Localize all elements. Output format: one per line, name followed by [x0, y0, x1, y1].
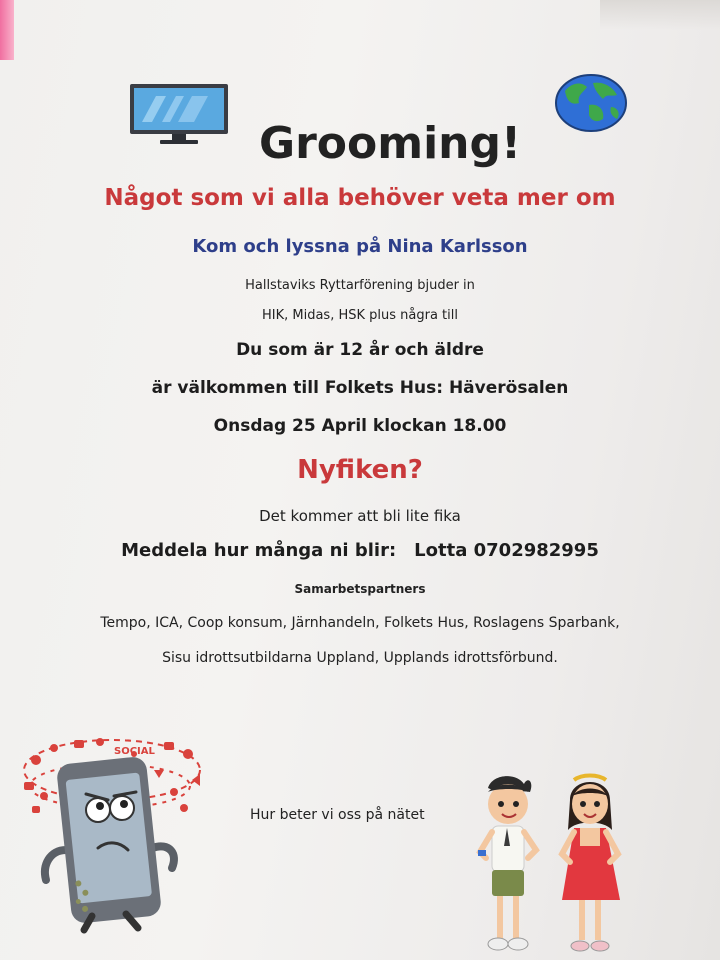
net-behavior-line: Hur beter vi oss på nätet — [250, 807, 425, 823]
pink-paper-edge — [0, 0, 14, 60]
boy-and-girl-cartoon — [470, 770, 640, 960]
fika-line: Det kommer att bli lite fika — [259, 507, 461, 525]
date-line: Onsdag 25 April klockan 18.00 — [213, 416, 507, 436]
venue-line: är välkommen till Folkets Hus: Häverösalen — [151, 378, 569, 398]
speaker-line: Kom och lyssna på Nina Karlsson — [192, 236, 528, 257]
host-line: Hallstaviks Ryttarförening bjuder in — [245, 278, 475, 293]
worried-smartphone-cartoon — [14, 730, 210, 935]
paper-shadow — [600, 0, 720, 30]
contact-line — [0, 540, 720, 561]
girl-figure — [562, 776, 620, 952]
phone-bubble-text: SOCIAL — [114, 746, 155, 757]
partners-line-2: Sisu idrottsutbildarna Uppland, Upplands idrottsförbund. — [162, 650, 558, 666]
partners-line-1: Tempo, ICA, Coop konsum, Järnhandeln, Folkets Hus, Roslagens Sparbank, — [100, 615, 620, 631]
age-line: Du som är 12 år och äldre — [236, 340, 484, 360]
poster-title: Grooming! — [258, 118, 522, 169]
question-heading: Nyfiken? — [297, 455, 423, 485]
boy-figure — [478, 776, 536, 950]
partners-heading: Samarbetspartners — [294, 582, 426, 596]
invitees-line: HIK, Midas, HSK plus några till — [261, 308, 458, 323]
contact-label: Meddela hur många ni blir: — [121, 540, 397, 561]
poster-subtitle: Något som vi alla behöver veta mer om — [104, 185, 616, 211]
contact-value: Lotta 0702982995 — [414, 540, 599, 561]
